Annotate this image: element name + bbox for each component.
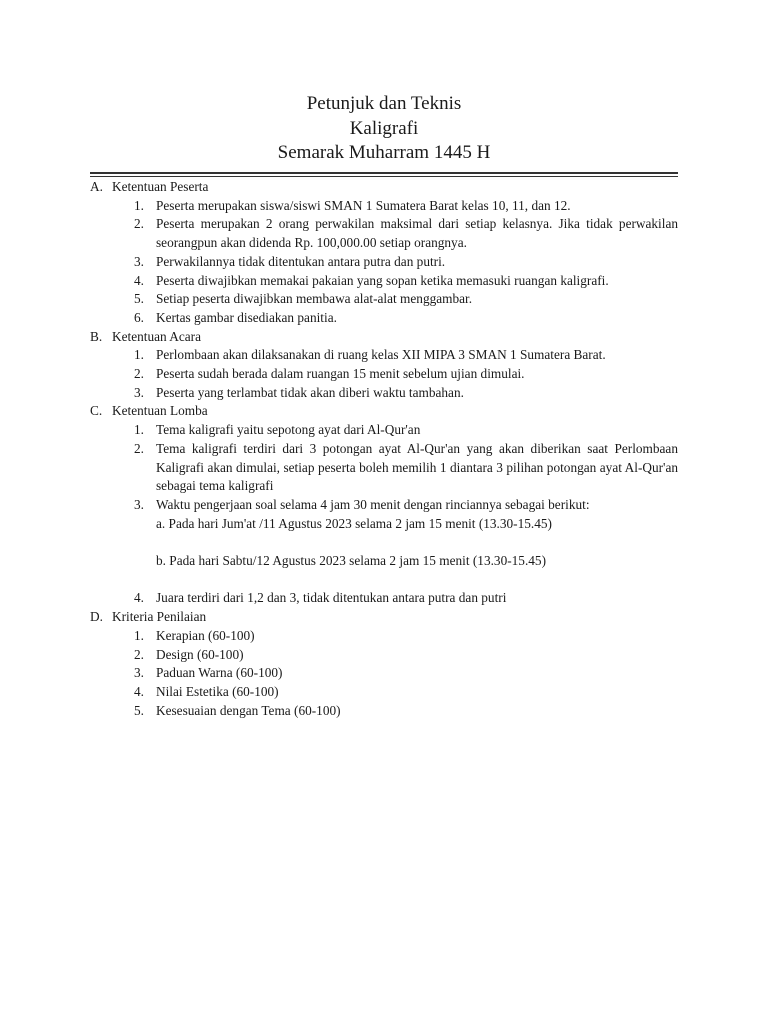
list-item: [90, 421, 678, 440]
sub-item-a: a. Pada hari Jum'at /11 Agustus 2023 selama 2 jam 15 menit (13.30-15.45): [156, 515, 552, 531]
list-item: [90, 215, 678, 252]
document-title: [90, 92, 678, 166]
list-item: [90, 346, 678, 365]
section-ketentuan-lomba: [90, 402, 678, 608]
list-item: [90, 496, 678, 571]
list-item: [90, 384, 678, 403]
list-item: [90, 253, 678, 272]
item-number: 4.: [134, 272, 144, 288]
item-text: Waktu pengerjaan soal selama 4 jam 30 menit dengan rinciannya sebagai berikut:: [156, 496, 590, 512]
section-letter: B.: [90, 328, 103, 344]
item-number: 2.: [134, 440, 144, 456]
section-heading: [90, 608, 678, 627]
header-divider-thick: [90, 172, 678, 174]
item-text: Paduan Warna (60-100): [156, 665, 283, 681]
sub-item-b: b. Pada hari Sabtu/12 Agustus 2023 selama 2 jam 15 menit (13.30-15.45): [156, 553, 546, 569]
section-items: [90, 421, 678, 608]
item-text: Design (60-100): [156, 646, 244, 662]
section-letter: C.: [90, 403, 103, 419]
list-item: [90, 440, 678, 496]
section-title: Kriteria Penilaian: [112, 609, 207, 625]
list-item: [90, 702, 678, 721]
list-item: [90, 197, 678, 216]
section-items: [90, 346, 678, 402]
list-item: [90, 683, 678, 702]
list-item: [90, 309, 678, 328]
item-number: 2.: [134, 216, 144, 232]
list-item: [90, 272, 678, 291]
list-item: [90, 290, 678, 309]
item-number: 5.: [134, 702, 144, 718]
item-text: Juara terdiri dari 1,2 dan 3, tidak ditentukan antara putra dan putri: [156, 590, 507, 606]
list-item: [90, 627, 678, 646]
item-text: Nilai Estetika (60-100): [156, 683, 279, 699]
item-number: 1.: [134, 627, 144, 643]
item-number: 3.: [134, 253, 144, 269]
section-heading: [90, 328, 678, 347]
section-title: Ketentuan Lomba: [112, 403, 208, 419]
item-text-with-subitems: [156, 496, 678, 571]
section-title: Ketentuan Peserta: [112, 179, 209, 194]
item-text: Kerapian (60-100): [156, 627, 255, 643]
document-body: [90, 178, 678, 720]
section-letter: A.: [90, 179, 103, 194]
item-text: Peserta diwajibkan memakai pakaian yang sopan ketika memasuki ruangan kaligrafi.: [156, 272, 609, 288]
title-line-2: Kaligrafi: [349, 117, 419, 139]
item-text: Peserta merupakan siswa/siswi SMAN 1 Sumatera Barat kelas 10, 11, dan 12.: [156, 197, 571, 213]
section-ketentuan-peserta: [90, 178, 678, 328]
item-text: Peserta sudah berada dalam ruangan 15 menit sebelum ujian dimulai.: [156, 366, 525, 382]
item-number: 3.: [134, 665, 144, 681]
item-number: 2.: [134, 646, 144, 662]
item-text: Peserta yang terlambat tidak akan diberi waktu tambahan.: [156, 384, 464, 400]
item-text: Perwakilannya tidak ditentukan antara putra dan putri.: [156, 253, 446, 269]
section-items: [90, 197, 678, 328]
section-letter: D.: [90, 609, 103, 625]
item-text: Perlombaan akan dilaksanakan di ruang kelas XII MIPA 3 SMAN 1 Sumatera Barat.: [156, 347, 606, 363]
item-text: Tema kaligrafi terdiri dari 3 potongan ayat Al-Qur'an yang akan diberikan saat Perlombaan Kaligrafi akan dimulai, setiap peserta boleh memilih 1 diantara 3 pilihan potongan ayat Al-Qur'an sebagai tema kaligrafi: [156, 440, 678, 494]
list-item: [90, 646, 678, 665]
item-number: 3.: [134, 496, 144, 512]
item-number: 1.: [134, 422, 144, 438]
item-text: Kesesuaian dengan Tema (60-100): [156, 702, 341, 718]
item-number: 1.: [134, 347, 144, 363]
section-heading: [90, 402, 678, 421]
section-items: [90, 627, 678, 721]
title-line-1: Petunjuk dan Teknis: [306, 93, 462, 114]
section-kriteria-penilaian: [90, 608, 678, 720]
item-number: 6.: [134, 309, 144, 325]
item-number: 5.: [134, 291, 144, 307]
section-ketentuan-acara: [90, 328, 678, 403]
item-text: Kertas gambar disediakan panitia.: [156, 309, 337, 325]
item-text: Peserta merupakan 2 orang perwakilan maksimal dari setiap kelasnya. Jika tidak perwakilan seorangpun akan didenda Rp. 100,000.00 setiap orangnya.: [156, 216, 678, 251]
list-item: [90, 664, 678, 683]
title-line-3: Semarak Muharram 1445 H: [277, 142, 491, 163]
list-item: [90, 589, 678, 608]
item-number: 4.: [134, 683, 144, 699]
section-heading: [90, 178, 678, 197]
item-number: 1.: [134, 197, 144, 213]
item-number: 4.: [134, 590, 144, 606]
header-divider-thin: [90, 176, 678, 177]
item-number: 3.: [134, 384, 144, 400]
list-item: [90, 365, 678, 384]
section-title: Ketentuan Acara: [112, 328, 201, 344]
item-text: Tema kaligrafi yaitu sepotong ayat dari Al-Qur'an: [156, 422, 421, 438]
item-number: 2.: [134, 366, 144, 382]
item-text: Setiap peserta diwajibkan membawa alat-alat menggambar.: [156, 291, 473, 307]
